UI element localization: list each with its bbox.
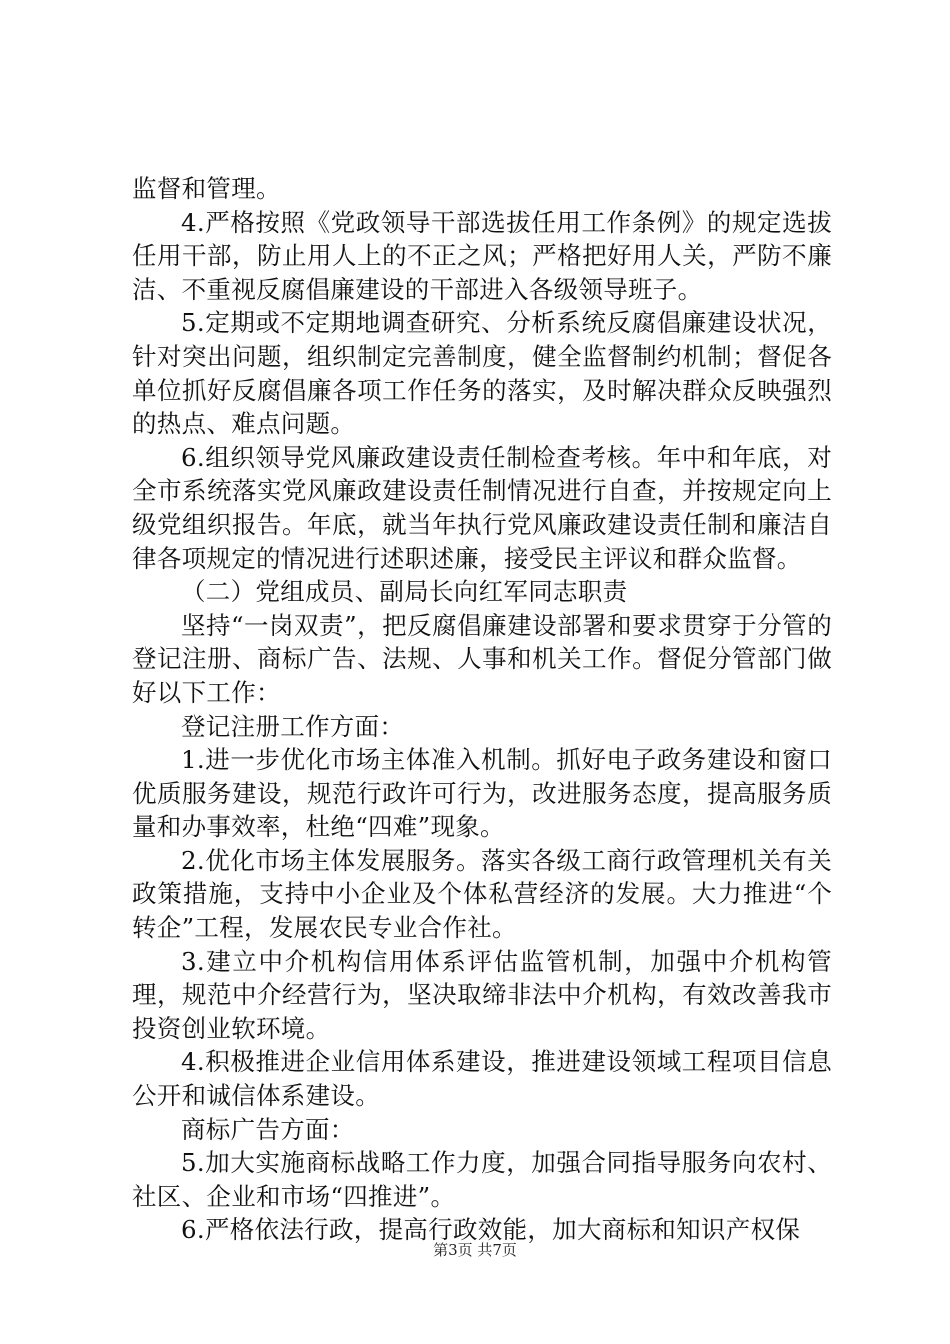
paragraph-item-4-selection: 4.严格按照《党政领导干部选拔任用工作条例》的规定选拔任用干部，防止用人上的不正之风；严格把好用人关，严防不廉洁、不重视反腐倡廉建设的干部进入各级领导班子。 [132,207,832,304]
paragraph-item-5-trademark: 5.加大实施商标战略工作力度，加强合同指导服务向农村、社区、企业和市场“四推进”。 [132,1148,832,1211]
subheading-registration: 登记注册工作方面： [181,711,405,741]
subheading-trademark: 商标广告方面： [181,1114,355,1144]
page-number-footer: 第3页 共7页 [433,1241,517,1259]
paragraph-dual-responsibility: 坚持“一岗双责”，把反腐倡廉建设部署和要求贯穿于分管的登记注册、商标广告、法规、人事和机关工作。督促分管部门做好以下工作： [132,610,832,707]
paragraph-item-6-inspection: 6.组织领导党风廉政建设责任制检查考核。年中和年底，对全市系统落实党风廉政建设责任制情况进行自查，并按规定向上级党组织报告。年底，就当年执行党风廉政建设责任制和廉洁自律各项规定的情况进行述职述廉，接受民主评议和群众监督。 [132,442,832,573]
paragraph-item-3-intermediary: 3.建立中介机构信用体系评估监管机制，加强中介机构管理，规范中介经营行为，坚决取缔非法中介机构，有效改善我市投资创业软环境。 [132,946,832,1043]
section-heading-deputy-duties: （二）党组成员、副局长向红军同志职责 [181,577,628,607]
paragraph-item-5-research: 5.定期或不定期地调查研究、分析系统反腐倡廉建设状况，针对突出问题，组织制定完善制度，健全监督制约机制；督促各单位抓好反腐倡廉各项工作任务的落实，及时解决群众反映强烈的热点、难点问题。 [132,308,832,439]
paragraph-item-1-market-access: 1.进一步优化市场主体准入机制。抓好电子政务建设和窗口优质服务建设，规范行政许可行为，改进服务态度，提高服务质量和办事效率，杜绝“四难”现象。 [132,745,832,842]
paragraph-item-2-development: 2.优化市场主体发展服务。落实各级工商行政管理机关有关政策措施，支持中小企业及个体私营经济的发展。大力推进“个转企”工程，发展农民专业合作社。 [132,845,833,943]
document-body [132,172,832,1247]
paragraph-item-6-law: 6.严格依法行政，提高行政效能，加大商标和知识产权保 [181,1215,801,1245]
paragraph-continuation: 监督和管理。 [132,174,281,203]
paragraph-item-4-credit: 4.积极推进企业信用体系建设，推进建设领域工程项目信息公开和诚信体系建设。 [132,1047,832,1111]
